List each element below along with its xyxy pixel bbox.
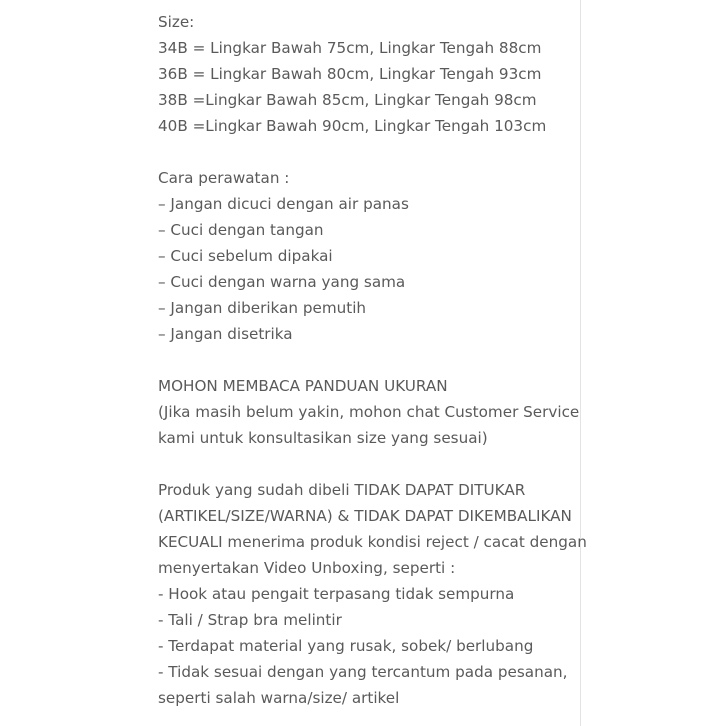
care-item: – Jangan diberikan pemutih [158,299,367,317]
care-item: – Cuci dengan tangan [158,221,324,239]
policy-item: - Tali / Strap bra melintir [158,611,342,629]
care-item: – Cuci dengan warna yang sama [158,273,406,291]
spacer [158,451,588,477]
size-row: 36B = Lingkar Bawah 80cm, Lingkar Tengah 93cm [158,65,542,83]
care-heading: Cara perawatan : [158,169,290,187]
spacer [158,347,588,373]
notice-heading: MOHON MEMBACA PANDUAN UKURAN [158,377,448,395]
size-row: 34B = Lingkar Bawah 75cm, Lingkar Tengah 88cm [158,39,542,57]
policy-item: - Terdapat material yang rusak, sobek/ berlubang [158,637,534,655]
policy-line: (ARTIKEL/SIZE/WARNA) & TIDAK DAPAT DIKEMBALIKAN [158,507,572,525]
care-item: – Jangan disetrika [158,325,293,343]
care-item: – Jangan dicuci dengan air panas [158,195,409,213]
spacer [158,139,588,165]
care-item: – Cuci sebelum dipakai [158,247,333,265]
policy-item: seperti salah warna/size/ artikel [158,689,400,707]
size-row: 38B =Lingkar Bawah 85cm, Lingkar Tengah 98cm [158,91,537,109]
policy-line: menyertakan Video Unboxing, seperti : [158,559,456,577]
policy-item: - Tidak sesuai dengan yang tercantum pada pesanan, [158,663,568,681]
policy-item: - Hook atau pengait terpasang tidak sempurna [158,585,515,603]
policy-line: Produk yang sudah dibeli TIDAK DAPAT DITUKAR [158,481,526,499]
size-heading: Size: [158,13,195,31]
notice-line: kami untuk konsultasikan size yang sesuai) [158,429,488,447]
notice-line: (Jika masih belum yakin, mohon chat Customer Service [158,403,580,421]
description-text [158,9,588,711]
size-row: 40B =Lingkar Bawah 90cm, Lingkar Tengah 103cm [158,117,547,135]
policy-line: KECUALI menerima produk kondisi reject / cacat dengan [158,533,587,551]
